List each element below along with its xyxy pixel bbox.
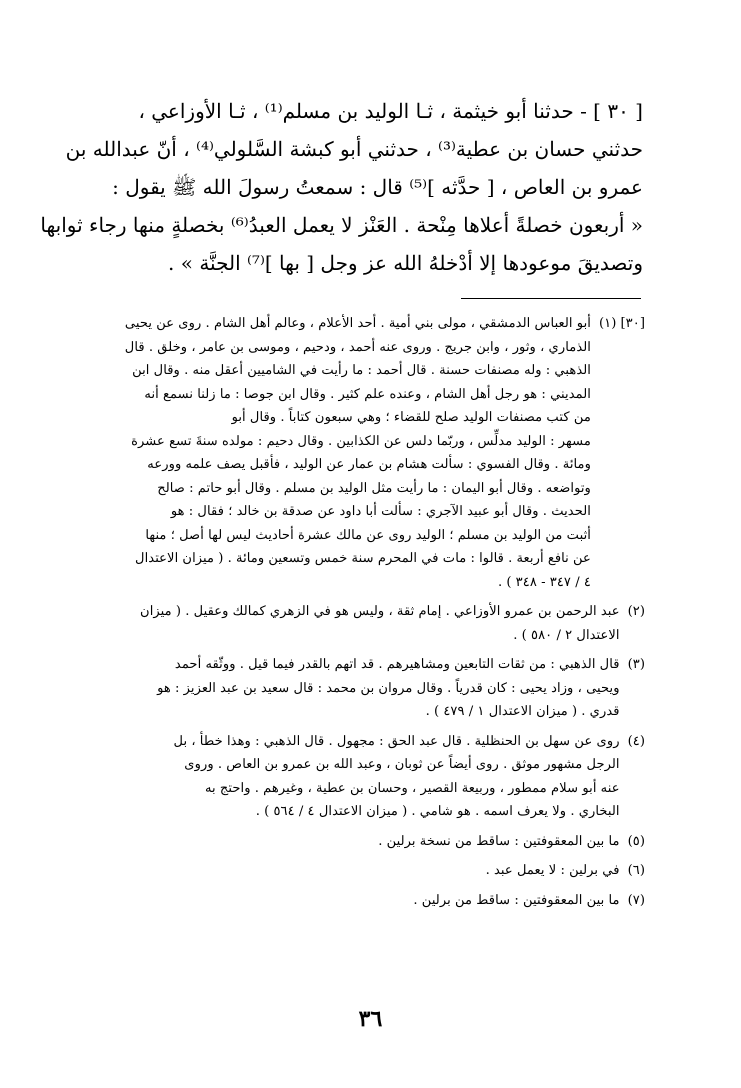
footnote-body: [45, 730, 620, 824]
footnote-line: قال الذهبي : من ثقات التابعين ومشاهيرهم . قد اتهم بالقدر فيما قيل . ووثّقه أحمد: [174, 657, 620, 672]
footnote-line: في برلين : لا يعمل عبد .: [485, 863, 620, 878]
footnote-2: [45, 600, 645, 647]
footnote-7: [45, 889, 645, 913]
footnote-body: [45, 830, 620, 854]
footnote-number: (٧): [627, 892, 645, 908]
footnote-number: (٤): [627, 733, 645, 749]
hadith-line: « أربعون خصلةً أعلاها مِنْحة . العَنْز لا يعمل العبدُ⁽⁶⁾ بخصلةٍ منها رجاء ثوابها: [40, 213, 643, 237]
footnote-line: الرجل مشهور موثق . روى أيضاً عن ثوبان ، وعبد الله بن عمرو بن العاص . وروى: [184, 757, 620, 772]
footnote-line: عبد الرحمن بن عمرو الأوزاعي . إمام ثقة ، وليس هو في الزهري كمالك وعقيل . ( ميزان: [140, 604, 620, 619]
footnote-line: الاعتدال ٢ / ٥٨٠ ) .: [513, 627, 620, 643]
footnote-line: الذماري ، وثور ، وابن جريج . وروى عنه أحمد ، ودحيم ، وموسى بن عامر ، وخلق . قال: [124, 339, 591, 355]
footnote-line: ويحيى ، وزاد يحيى : كان قدرياً . وقال مروان بن محمد : قال سعيد بن عبد العزيز : هو: [157, 680, 620, 696]
footnote-line: روى عن سهل بن الحنظلية . قال عبد الحق : مجهول . قال الذهبي : وهذا خطأ ، بل: [173, 733, 620, 749]
footnote-number: (٥): [627, 833, 645, 849]
footnote-line: ٤ / ٣٤٧ - ٣٤٨ ) .: [497, 574, 591, 590]
footnote-line: أبو العباس الدمشقي ، مولى بني أمية . أحد الأعلام ، وعالم أهل الشام . روى عن يحيى: [124, 316, 591, 331]
hadith-text: [40, 92, 643, 282]
footnote-divider: [461, 298, 641, 299]
footnote-3: [45, 653, 645, 724]
footnote-number: (٣): [627, 657, 645, 672]
footnote-line: ما بين المعقوفتين : ساقط من نسخة برلين .: [378, 833, 620, 849]
footnote-line: من كتب مصنفات الوليد صلح للقضاء ؛ وهي سبعون كتاباً . وقال أبو: [231, 410, 591, 425]
hadith-line: [ ٣٠ ] - حدثنا أبو خيثمة ، ثـا الوليد بن مسلم⁽¹⁾ ، ثـا الأوزاعي ،: [138, 99, 643, 123]
footnote-5: [45, 830, 645, 854]
hadith-line: عمرو بن العاص ، [ حدَّثه ]⁽⁵⁾ قال : سمعتُ رسولَ الله ﷺ يقول :: [112, 175, 643, 199]
footnote-number: (٦): [627, 863, 645, 878]
footnote-line: البخاري . ولا يعرف اسمه . هو شامي . ( ميزان الاعتدال ٤ / ٥٦٤ ) .: [255, 804, 620, 819]
footnote-body: [45, 312, 591, 594]
footnote-line: قدري . ( ميزان الاعتدال ١ / ٤٧٩ ) .: [425, 704, 620, 719]
footnote-line: أثبت من الوليد بن مسلم ؛ الوليد روى عن مالك عشرة أحاديث ليس لها أصل ؛ منها: [145, 527, 591, 543]
footnote-line: وتواضعه . وقال أبو اليمان : ما رأيت مثل الوليد بن مسلم . وقال أبو حاتم : صالح: [157, 480, 591, 496]
hadith-line: حدثني حسان بن عطية⁽³⁾ ، حدثني أبو كبشة السَّلولي⁽⁴⁾ ، أنّ عبدالله بن: [65, 137, 643, 161]
footnote-body: [45, 600, 620, 647]
footnote-body: [45, 653, 620, 724]
footnote-number: (٢): [627, 604, 645, 619]
footnote-line: عنه أبو سلام ممطور ، وربيعة القصير ، وحسان بن عطية ، وغيرهم . واحتج به: [204, 780, 620, 796]
hadith-line: وتصديقَ موعودها إلا أدْخلهُ الله عز وجل [ بها ]⁽⁷⁾ الجنَّة » .: [168, 251, 643, 275]
footnote-line: عن نافع أربعة . قالوا : مات في المحرم سنة خمس وتسعين ومائة . ( ميزان الاعتدال: [135, 551, 591, 566]
footnote-body: [45, 859, 620, 883]
footnote-line: المديني : هو رجل أهل الشام ، وعنده علم كثير . وقال ابن جوصا : ما زلنا نسمع أنه: [144, 386, 591, 402]
footnote-6: [45, 859, 645, 883]
page-number: ٣٦: [358, 1006, 383, 1032]
footnotes: [45, 312, 645, 918]
footnote-number: [٣٠] (١): [598, 316, 645, 331]
footnote-line: الذهبي : وله مصنفات حسنة . قال أحمد : ما رأيت في الشاميين أعقل منه . وقال ابن: [132, 363, 591, 378]
footnote-4: [45, 730, 645, 824]
footnote-line: الحديث . وقال أبو عبيد الآجري : سألت أبا داود عن صدقة بن خالد ؛ فقال : هو: [170, 504, 591, 519]
footnote-body: [45, 889, 620, 913]
footnote-line: ما بين المعقوفتين : ساقط من برلين .: [413, 892, 620, 908]
footnote-line: مسهر : الوليد مدلِّس ، وربّما دلس عن الكذابين . وقال دحيم : مولده سنةَ تسع عشرة: [131, 433, 591, 449]
footnote-line: ومائة . وقال الفسوي : سألت هشام بن عمار عن الوليد ، فأقبل يصف علمه وورعه: [147, 457, 591, 472]
footnote-1: [45, 312, 645, 594]
